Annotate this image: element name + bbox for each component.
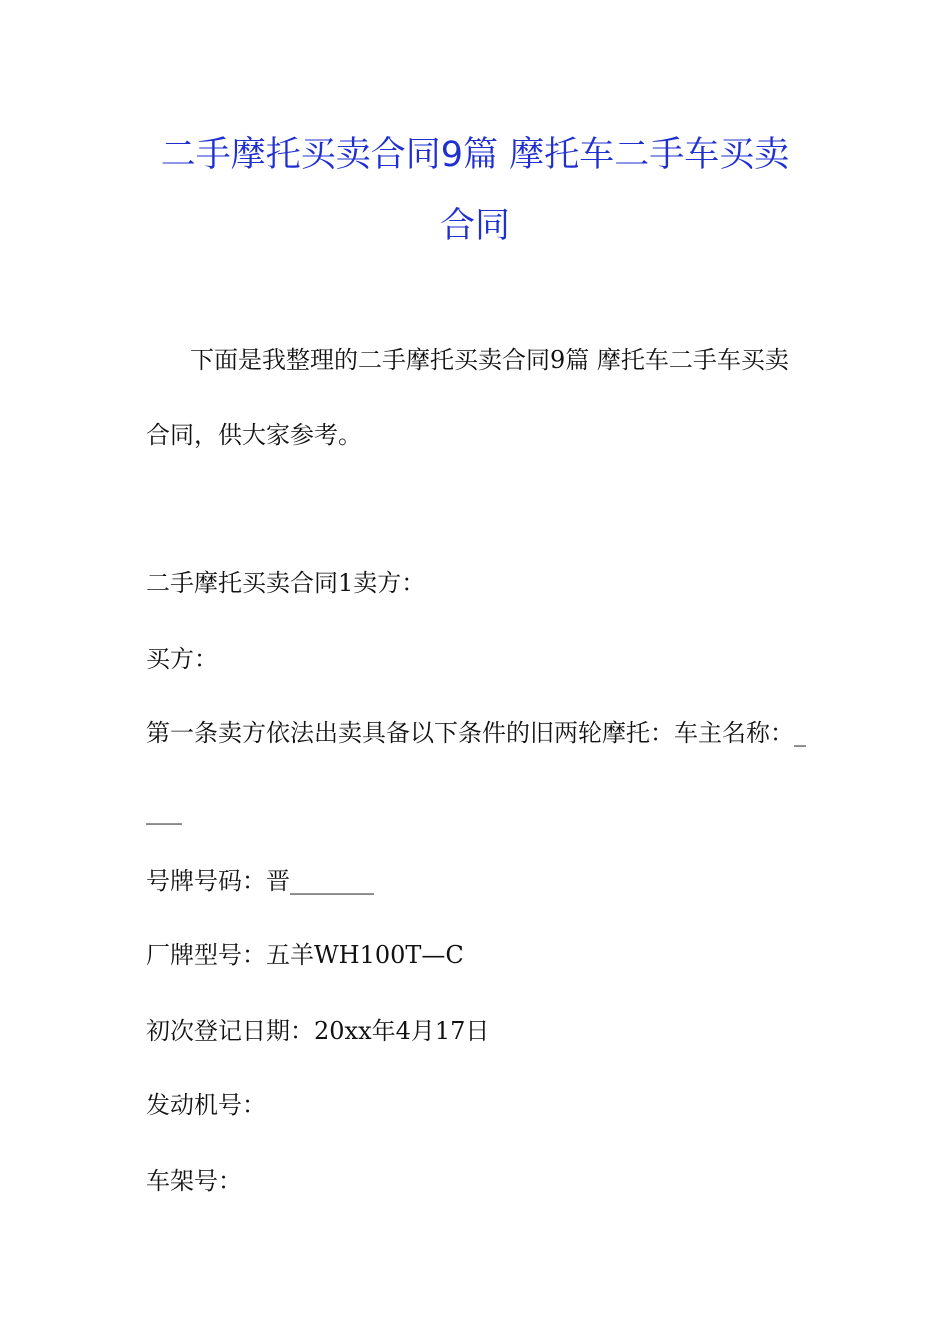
intro-line-1: 下面是我整理的二手摩托买卖合同9篇 摩托车二手车买卖 — [190, 346, 789, 374]
intro-line-2: 合同，供大家参考。 — [146, 421, 362, 449]
frame-number-line: 车架号： — [146, 1167, 242, 1195]
document-title-line-1: 二手摩托买卖合同9篇 摩托车二手车买卖 — [160, 135, 790, 175]
article-one-continuation: ___ — [146, 797, 182, 825]
article-one-line: 第一条卖方依法出卖具备以下条件的旧两轮摩托：车主名称：_ — [146, 719, 806, 747]
registration-date-line: 初次登记日期：20xx年4月17日 — [146, 1017, 490, 1045]
engine-number-line: 发动机号： — [146, 1091, 266, 1119]
license-plate-line: 号牌号码：晋_______ — [146, 867, 374, 895]
model-line: 厂牌型号：五羊WH100T—C — [146, 941, 464, 969]
contract-heading-seller: 二手摩托买卖合同1卖方： — [146, 569, 426, 597]
document-title-line-2: 合同 — [439, 206, 510, 246]
buyer-line: 买方： — [146, 645, 218, 673]
